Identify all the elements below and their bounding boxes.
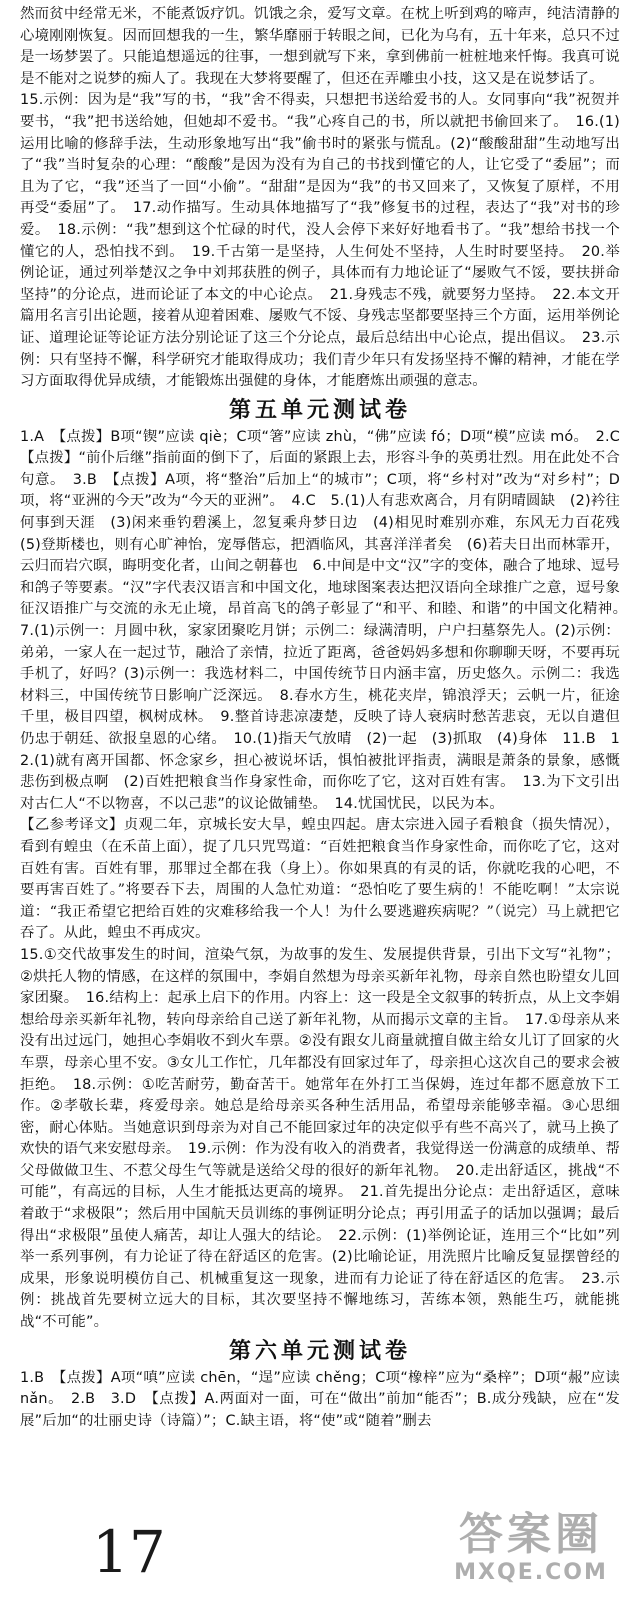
handwritten-page-number: 17 [92, 1518, 166, 1586]
unit6-test-title: 第六单元测试卷 [228, 1337, 411, 1364]
reference-translation-yi: 【乙参考译文】贞观二年，京城长安大旱，蝗虫四起。唐太宗进入园子看粮食（损失情况），看到有蝗虫（在禾苗上面），捉了几只咒骂道：“百姓把粮食当作身家性命，而你吃了它，这对百姓有害。百姓有罪，那罪过全都在我（身上）。你如果真的有灵的话，你就吃我的心吧，不要再害百姓了。”将要吞下去，周围的人急忙劝道：“恐怕吃了要生病的！不能吃啊！”太宗说道：“我正希望它把给百姓的灾难移给我一个人！为什么要逃避疾病呢？”（说完）马上就把它吞了。从此，蝗虫不再成灾。 [20, 817, 620, 942]
unit5-answers-1-14: 1.A 【点拨】B项“锲”应读 qiè；C项“箸”应读 zhù，“佛”应读 fó；D项“模”应读 mó。 2.C 【点拨】“前仆后继”指前面的倒下了，后面的紧跟上去，形容斗争的英勇壮烈。用在此处不合句意。 3.B 【点拨】A项，将“整治”后加上“的城市”；C项，将“乡村对”改为“对乡村”；D项，将“亚洲的今天”改为“今天的亚洲”。 4.C 5.(1)人有悲欢离合，月有阴晴圆缺 (2)衿往何事到天涯 (3)闲来垂钓碧溪上，忽复乘舟梦日边 (4)相见时难别亦难，东风无力百花残 (5)登斯楼也，则有心旷神怡，宠辱偕忘，把酒临风，其喜洋洋者矣 (6)若夫日出而林霏开，云归而岩穴暝，晦明变化者，山间之朝暮也 6.中间是中文“汉”字的变体，融合了地球、逗号和鸽子等要素。“汉”字代表汉语言和中国文化，地球图案表达把汉语向全球推广之意，逗号象征汉语推广与交流的永无止境，昂首高飞的鸽子彰显了“和平、和睦、和谐”的中国文化精神。 7.(1)示例一：月圆中秋，家家团聚吃月饼；示例二：绿满清明，户户扫墓祭先人。(2)示例：弟弟，一家人在一起过节，融洽了亲情，拉近了距离，爸爸妈妈多想和你聊聊天呀，不要再玩手机了，好吗？(3)示例一：我选材料二，中国传统节日内涵丰富，历史悠久。示例二：我选材料三，中国传统节日影响广泛深远。 8.春水方生，桃花夹岸，锦浪浮天；云帆一片，征途千里，极目四望，枫树成林。 9.整首诗悲凉凄楚，反映了诗人衰病时愁苦悲哀，无以自遣但仍忠于朝廷、欲报皇恩的心绪。 10.(1)指天气放晴 (2)一起 (3)抓取 (4)身体 11.B 12.(1)就有离开国都、怀念家乡，担心被说坏话，惧怕被批评指责，满眼是萧条的景象，感慨悲伤到极点啊 (2)百姓把粮食当作身家性命，而你吃了它，这对百姓有害。 13.为下文引出对古仁人“不以物喜，不以己悲”的议论做铺垫。 14.忧国忧民，以民为本。 [20, 428, 635, 812]
unit5-answers-15-23: 15.①交代故事发生的时间，渲染气氛，为故事的发生、发展提供背景，引出下文写“礼物”；②烘托人物的情感，在这样的氛围中，李娟自然想为母亲买新年礼物，母亲自然也盼望女儿回家团聚。 16.结构上：起承上启下的作用。内容上：这一段是全文叙事的转折点，从上文李娟想给母亲买新年礼物，转向母亲给自己送了新年礼物，从而揭示文章的主旨。 17.①母亲从来没有出过远门，她担心李娟收不到火车票。②没有跟女儿商量就擅自做主给女儿订了回家的火车票，母亲心里不安。③女儿工作忙，几年都没有回家过年了，母亲担心这次自己的要求会被拒绝。 18.示例：①吃苦耐劳，勤奋苦干。她常年在外打工当保姆，连过年都不愿意放下工作。②孝敬长辈，疼爱母亲。她总是给母亲买各种生活用品，希望母亲能够幸福。③心思细密，耐心体贴。当她意识到母亲为对自己不能回家过年的决定似乎有些不高兴了，就马上换了欢快的语气来安慰母亲。 19.示例：作为没有收入的消费者，我觉得送一份满意的成绩单、帮父母做做卫生、不惹父母生气等就是送给父母的很好的新年礼物。 20.走出舒适区，挑战“不可能”，有高远的目标，人生才能抵达更高的境界。 21.首先提出分论点：走出舒适区，意味着敢于“求极限”；然后用中国航天员训练的事例证明分论点；再引用孟子的话加以强调；最后得出“求极限”虽使人痛苦，却让人强大的结论。 22.示例：(1)举例论证，连用三个“比如”列举一系列事例，有力论证了待在舒适区的危害。(2)比喻论证，用洗照片比喻反复显摆曾经的成果，形象说明模仿自己、机械重复这一现象，进而有力论证了待在舒适区的危害。 23.示例：挑战首先要树立远大的目标，其次要坚持不懈地练习，苦练本领，熟能生巧，就能挑战“不可能”。 [20, 946, 620, 1331]
site-watermark-logo [436, 1510, 626, 1594]
classical-translation-ending: 然而贫中经常无米，不能煮饭疗饥。饥饿之余，爱写文章。在枕上听到鸡的啼声，纯洁清静的心境刚刚恢复。因而回想我的一生，繁华靡丽于转眼之间，已化为乌有，五十年来，总只不过是一场梦罢了。只能追想遥远的往事，一想到就写下来，拿到佛前一桩桩地来忏悔。我真可说是不能对之说梦的痴人了。我现在大梦将要醒了，但还在弄雕虫小技，这又是在说梦话了。 [20, 6, 620, 87]
unit4-answers-15-23: 15.示例：因为是“我”写的书，“我”舍不得卖，只想把书送给爱书的人。女同事向“我”祝贺并要书，“我”把书送给她，但她却不爱书。“我”心疼自己的书，所以就把书偷回来了。 16.(1)运用比喻的修辞手法，生动形象地写出“我”偷书时的紧张与慌乱。(2)“酸酸甜甜”生动地写出了“我”当时复杂的心理：“酸酸”是因为没有为自己的书找到懂它的人，让它受了“委屈”；而且为了它，“我”还当了一回“小偷”。“甜甜”是因为“我”的书又回来了，又恢复了原样，不用再受“委屈”了。 17.动作描写。生动具体地描写了“我”修复书的过程，表达了“我”对书的珍爱。 18.示例：“我”想到这个忙碌的时代，没人会停下来好好地看书了。“我”想给书找一个懂它的人，恐怕找不到。 19.千古第一是坚持，人生何处不坚持，人生时时要坚持。 20.举例论证，通过列举楚汉之争中刘邦获胜的例子，具体而有力地论证了“屡败气不馁，要扶拼命坚持”的分论点，进而论证了本文的中心论点。 21.身残志不残，就要努力坚持。 22.本文开篇用名言引出论题，接着从迎着困难、屡败气不馁、身残志坚都要坚持三个方面，运用举例论证、道理论证等论证方法分别论证了这三个分论点，最后总结出中心论点，提出倡议。 23.示例：只有坚持不懈，科学研究才能取得成功；我们青少年只有发扬坚持不懈的精神，才能在学习方面取得优异成绩，才能锻炼出强健的身体，才能磨炼出顽强的意志。 [20, 92, 620, 390]
watermark-url-text: MXQE.COM [454, 1560, 608, 1585]
watermark-logo-text: 答案圈 [459, 1509, 603, 1560]
unit6-answers-1-3: 1.B 【点拨】A项“嗔”应读 chēn，“逞”应读 chěng；C项“橡梓”应为“桑梓”；D项“赧”应读 nǎn。 2.B 3.D 【点拨】A.两面对一面，可在“做出”前加“能否”；B.成分残缺，应在“发展”后加“的壮丽史诗（诗篇）”；C.缺主语，将“使”或“随着”删去 [20, 1369, 620, 1429]
unit5-test-title: 第五单元测试卷 [228, 396, 411, 423]
